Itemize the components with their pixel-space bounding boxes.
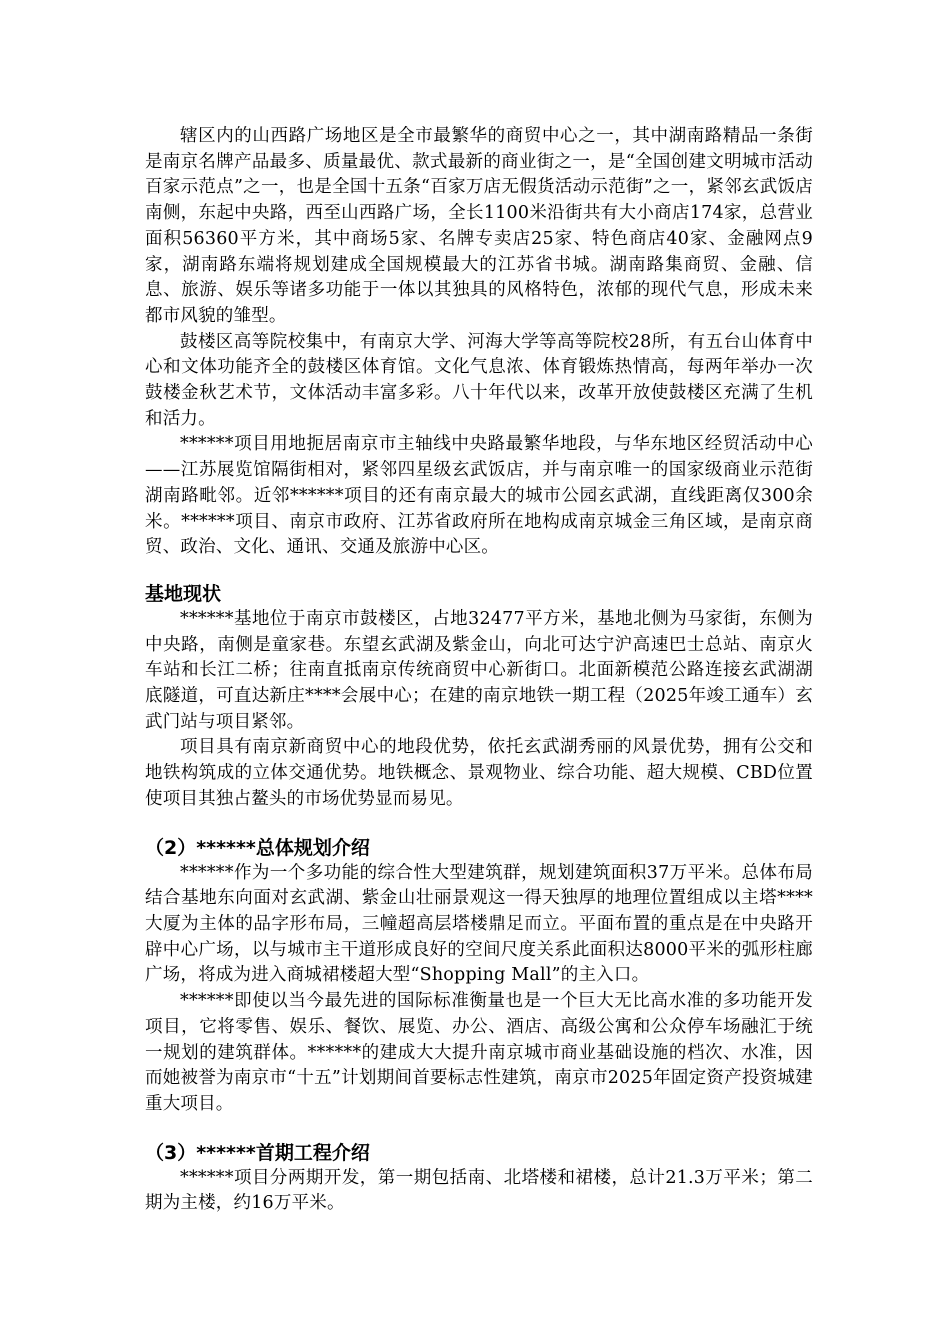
section-heading-phase-one: （3）******首期工程介绍 <box>145 1141 370 1164</box>
section-paragraph: ******作为一个多功能的综合性大型建筑群，规划建筑面积37万平米。总体布局结合基地东向面对玄武湖、紫金山壮丽景观这一得天独厚的地理位置组成以主塔****大厦为主体的品字形布局，三幢超高层塔楼鼎足而立。平面布置的重点是在中央路开辟中心广场，以与城市主干道形成良好的空间尺度关系此面积达8000平米的弧形柱廊广场，将成为进入商城裙楼超大型“Shopping Mall”的主入口。 <box>145 862 813 986</box>
section-heading-site-status: 基地现状 <box>145 582 222 605</box>
section-paragraph: 项目具有南京新商贸中心的地段优势，依托玄武湖秀丽的风景优势，拥有公交和地铁构筑成的立体交通优势。地铁概念、景观物业、综合功能、超大规模、CBD位置使项目其独占鳌头的市场优势显而易见。 <box>145 737 813 809</box>
section-paragraph: ******项目分两期开发，第一期包括南、北塔楼和裙楼，总计21.3万平米；第二期为主楼，约16万平米。 <box>145 1167 813 1214</box>
section-heading-overall-planning: （2）******总体规划介绍 <box>145 836 370 859</box>
intro-paragraph: ******项目用地扼居南京市主轴线中央路最繁华地段，与华东地区经贸活动中心——江苏展览馆隔街相对，紧邻四星级玄武饭店，并与南京唯一的国家级商业示范街湖南路毗邻。近邻******项目的还有南京最大的城市公园玄武湖，直线距离仅300余米。******项目、南京市政府、江苏省政府所在地构成南京城金三角区域，是南京商贸、政治、文化、通讯、交通及旅游中心区。 <box>145 434 813 558</box>
document-body <box>145 124 813 1217</box>
section-paragraph: ******基地位于南京市鼓楼区，占地32477平方米，基地北侧为马家街，东侧为中央路，南侧是童家巷。东望玄武湖及紫金山，向北可达宁沪高速巴士总站、南京火车站和长江二桥；往南直抵南京传统商贸中心新街口。北面新模范公路连接玄武湖湖底隧道，可直达新庄****会展中心；在建的南京地铁一期工程（2025年竣工通车）玄武门站与项目紧邻。 <box>145 608 813 732</box>
section-paragraph: ******即使以当今最先进的国际标准衡量也是一个巨大无比高水准的多功能开发项目，它将零售、娱乐、餐饮、展览、办公、酒店、高级公寓和公众停车场融汇于统一规划的建筑群体。******的建成大大提升南京城市商业基础设施的档次、水准，因而她被誉为南京市“十五”计划期间首要标志性建筑，南京市2025年固定资产投资城建重大项目。 <box>145 991 813 1114</box>
intro-paragraph: 辖区内的山西路广场地区是全市最繁华的商贸中心之一，其中湖南路精品一条街是南京名牌产品最多、质量最优、款式最新的商业街之一，是“全国创建文明城市活动百家示范点”之一，也是全国十五条“百家万店无假货活动示范街”之一，紧邻玄武饭店南侧，东起中央路，西至山西路广场，全长1100米沿街共有大小商店174家，总营业面积56360平方米，其中商场5家、名牌专卖店25家、特色商店40家、金融网点9家，湖南路东端将规划建成全国规模最大的江苏省书城。湖南路集商贸、金融、信息、旅游、娱乐等诸多功能于一体以其独具的风格特色，浓郁的现代气息，形成未来都市风貌的雏型。 <box>145 126 813 326</box>
intro-paragraph: 鼓楼区高等院校集中，有南京大学、河海大学等高等院校28所，有五台山体育中心和文体功能齐全的鼓楼区体育馆。文化气息浓、体育锻炼热情高，每两年举办一次鼓楼金秋艺术节，文体活动丰富多彩。八十年代以来，改革开放使鼓楼区充满了生机和活力。 <box>145 331 813 429</box>
